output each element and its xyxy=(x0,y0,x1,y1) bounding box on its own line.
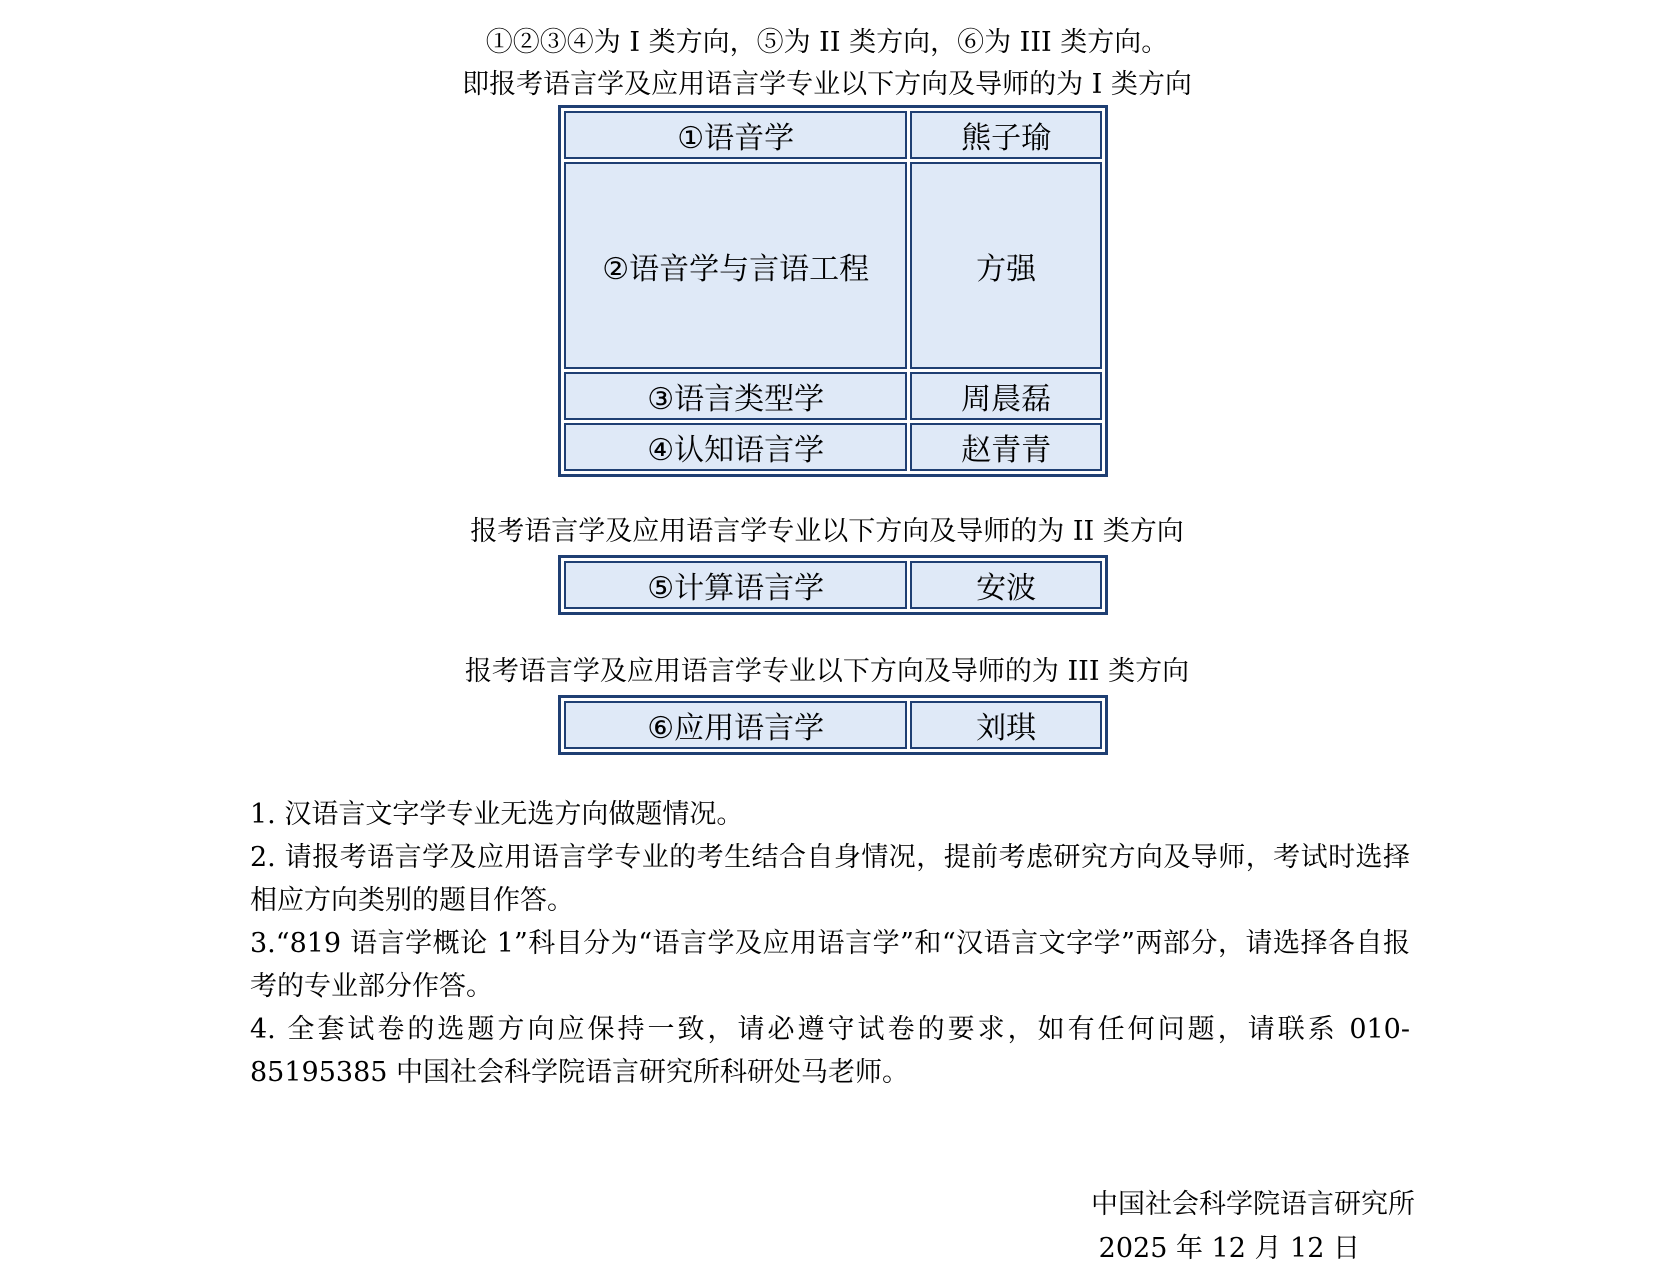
advisor-cell: 安波 xyxy=(910,561,1102,609)
signature-organization: 中国社会科学院语言研究所 xyxy=(1091,1189,1415,1220)
table-row xyxy=(564,561,1102,609)
class2-intro: 报考语言学及应用语言学专业以下方向及导师的为 II 类方向 xyxy=(470,516,1184,547)
direction-cell: ①语音学 xyxy=(564,111,907,159)
class2-table xyxy=(558,555,1108,615)
direction-cell: ⑤计算语言学 xyxy=(564,561,907,609)
note-item: 2. 请报考语言学及应用语言学专业的考生结合自身情况，提前考虑研究方向及导师，考试时选择相应方向类别的题目作答。 xyxy=(250,842,1410,916)
class3-intro: 报考语言学及应用语言学专业以下方向及导师的为 III 类方向 xyxy=(464,656,1190,687)
table-row xyxy=(564,372,1102,420)
class3-table xyxy=(558,695,1108,755)
class-summary-line: ①②③④为 I 类方向，⑤为 II 类方向，⑥为 III 类方向。 xyxy=(485,27,1169,58)
advisor-cell: 刘琪 xyxy=(910,701,1102,749)
direction-cell: ②语音学与言语工程 xyxy=(564,162,907,369)
notes-list xyxy=(250,793,1410,1094)
table-row xyxy=(564,701,1102,749)
direction-cell: ⑥应用语言学 xyxy=(564,701,907,749)
note-item: 1. 汉语言文字学专业无选方向做题情况。 xyxy=(250,799,744,830)
table-row xyxy=(564,162,1102,369)
advisor-cell: 熊子瑜 xyxy=(910,111,1102,159)
note-item: 3.“819 语言学概论 1”科目分为“语言学及应用语言学”和“汉语言文字学”两部分，请选择各自报考的专业部分作答。 xyxy=(250,928,1410,1002)
class1-intro: 即报考语言学及应用语言学专业以下方向及导师的为 I 类方向 xyxy=(462,69,1192,100)
signature-date: 2025 年 12 月 12 日 xyxy=(1098,1233,1360,1264)
direction-cell: ③语言类型学 xyxy=(564,372,907,420)
table-row xyxy=(564,111,1102,159)
class1-table xyxy=(558,105,1108,477)
note-item: 4. 全套试卷的选题方向应保持一致，请必遵守试卷的要求，如有任何问题，请联系 010-85195385 中国社会科学院语言研究所科研处马老师。 xyxy=(250,1014,1410,1088)
advisor-cell: 方强 xyxy=(910,162,1102,369)
advisor-cell: 周晨磊 xyxy=(910,372,1102,420)
direction-cell: ④认知语言学 xyxy=(564,423,907,471)
table-row xyxy=(564,423,1102,471)
advisor-cell: 赵青青 xyxy=(910,423,1102,471)
